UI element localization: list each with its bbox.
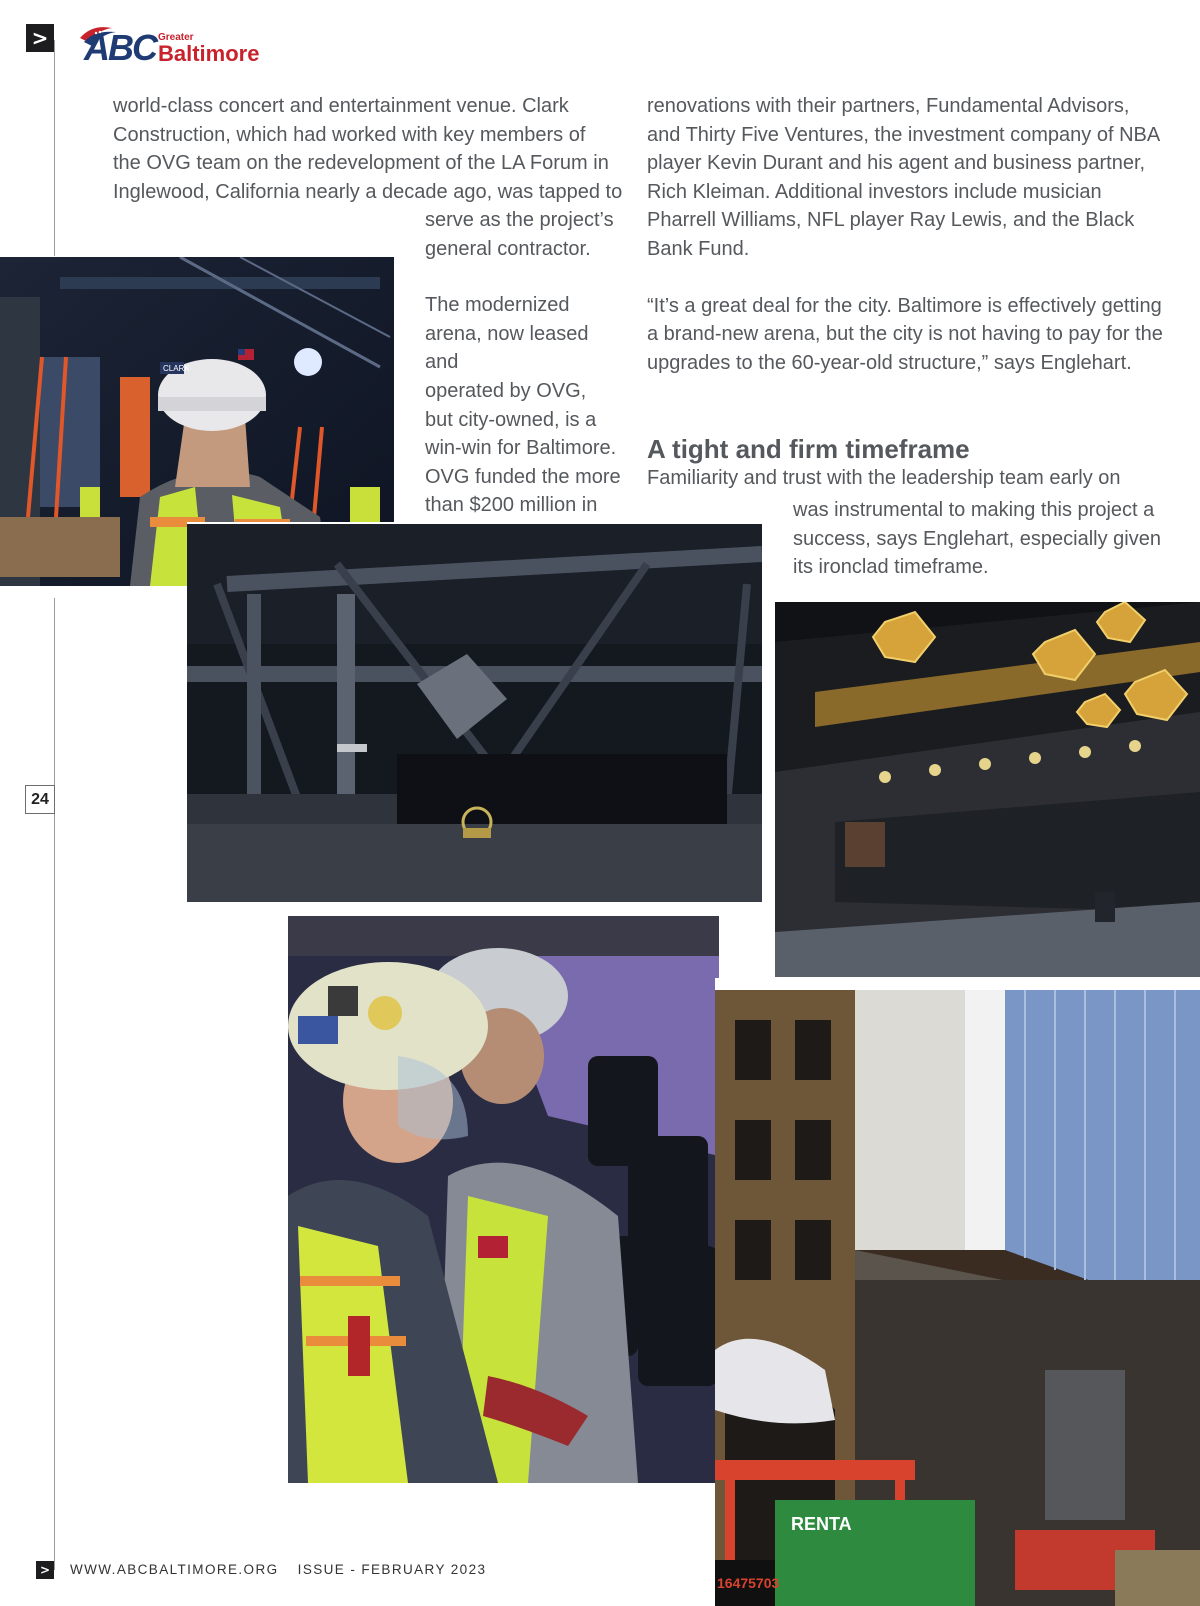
arena-facade-photo — [715, 990, 1200, 1606]
logo-greater-text: Greater — [158, 32, 194, 43]
body-line: but city-owned, is a — [425, 408, 597, 431]
body-line: general contractor. — [425, 237, 591, 260]
body-line: its ironclad timeframe. — [793, 556, 989, 579]
body-line: OVG funded the more — [425, 465, 621, 488]
body-paragraph: renovations with their partners, Fundamental Advisors, and Thirty Five Ventures, the investment company of NBA player Kevin Durant and his agent and business partner, Rich Kleiman. Additional investors include musician Pharrell Williams, NFL player Ray Lewis, and the Black Bank Fund. — [647, 95, 1160, 260]
footer — [70, 1562, 486, 1577]
smiling-workers-photo — [288, 916, 719, 1483]
body-line: than $200 million in — [425, 494, 598, 517]
body-line: was instrumental to making this project a — [793, 499, 1155, 521]
footer-issue: ISSUE - FEBRUARY 2023 — [297, 1562, 487, 1577]
body-line: win-win for Baltimore. — [425, 437, 617, 460]
body-line: Inglewood, California nearly a decade ago, was tapped to — [113, 180, 623, 203]
nav-arrow-icon[interactable]: > — [26, 24, 54, 52]
body-line: world-class concert and entertainment venue. Clark — [113, 95, 569, 117]
body-line: The modernized — [425, 294, 570, 317]
body-line: the OVG team on the redevelopment of the LA Forum in — [113, 152, 609, 175]
logo-city-text: Baltimore — [158, 41, 260, 66]
body-line: success, says Englehart, especially given — [793, 527, 1161, 550]
page-number: 24 — [25, 785, 55, 814]
body-line: arena, now leased and — [425, 322, 589, 374]
body-line: serve as the project’s — [425, 209, 614, 231]
column-2-wrap-text — [793, 496, 1183, 582]
concourse-lights-photo — [775, 602, 1200, 977]
body-line: Construction, which had worked with key members of — [113, 123, 586, 146]
column-1-top-text — [113, 92, 623, 206]
footer-arrow-icon[interactable]: > — [36, 1561, 54, 1579]
section-heading: A tight and firm timeframe — [647, 434, 970, 464]
column-2-text — [647, 92, 1167, 377]
steel-structure-photo — [187, 524, 762, 902]
lift-number-text: 16475703 — [717, 1575, 780, 1591]
body-line: Familiarity and trust with the leadership team early on — [647, 467, 1121, 489]
body-line: operated by OVG, — [425, 379, 587, 402]
body-paragraph: “It’s a great deal for the city. Baltimore is effectively getting a brand-new arena, but the city is not having to pay for the upgrades to the 60-year-old structure,” says Englehart. — [647, 294, 1163, 374]
abc-baltimore-logo[interactable] — [78, 22, 258, 66]
column-1-wrap-text — [425, 206, 625, 520]
lift-label-text: RENTA — [791, 1514, 852, 1534]
helmet-logo-text: CLARK — [163, 364, 190, 373]
section-heading-block — [647, 434, 1187, 493]
logo-abc-text: ABC — [84, 27, 156, 68]
photo-gap — [715, 978, 1200, 990]
footer-website-link[interactable]: WWW.ABCBALTIMORE.ORG — [70, 1562, 279, 1577]
